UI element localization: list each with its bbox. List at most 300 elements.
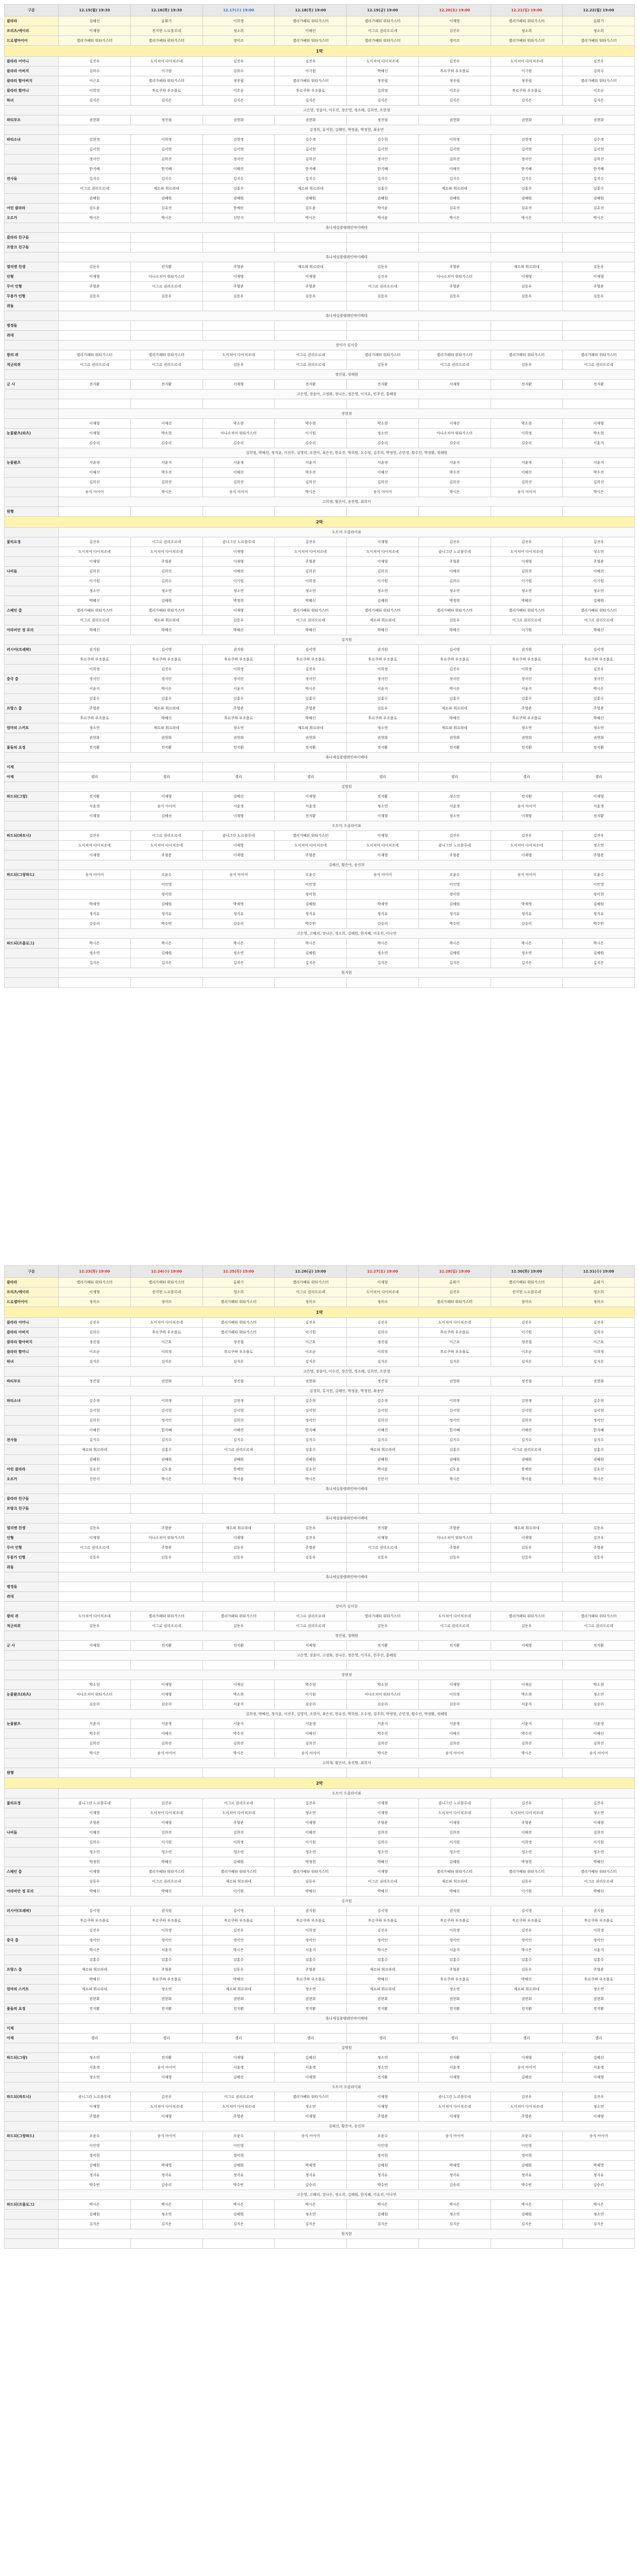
cast-cell: 정서인 (418, 1416, 491, 1426)
row-label (5, 2043, 59, 2053)
cast-cell (203, 2239, 275, 2249)
cast-cell: 주형준 (347, 2112, 419, 2122)
role-label (5, 586, 59, 596)
ensemble-row (5, 968, 635, 978)
role-row (5, 684, 635, 694)
ensemble-names: 고은영, 장윤아, 이수진, 장은영, 정소혜, 김희연, 조현정 (59, 106, 635, 115)
schedule-block-1 (4, 4, 635, 1251)
ensemble-row (5, 1670, 635, 1680)
role-row (5, 86, 635, 96)
cast-cell: 서윤지 (130, 1945, 203, 1955)
cast-cell: 정서인 (59, 1936, 131, 1945)
role-label: 드로셀마이어 (5, 36, 59, 46)
cast-cell: 전지현 노르블루네 (130, 26, 203, 36)
role-label: 프리츠/에이리 (5, 1287, 59, 1297)
cast-cell: 김진우 (130, 1799, 203, 1808)
cast-cell: 이재형 (491, 1533, 563, 1543)
ensemble-row (5, 2014, 635, 2024)
cast-cell: 도이치어 다이치조네 (203, 2102, 275, 2112)
cast-cell: 권혜원 (563, 194, 635, 204)
cast-cell (418, 301, 491, 311)
cast-cell (347, 762, 419, 772)
date-header: 12.25(목) 15:00 (203, 1266, 275, 1278)
role-row (5, 2161, 635, 2171)
role-row (5, 674, 635, 684)
cast-cell (275, 978, 347, 988)
cast-cell (203, 1494, 275, 1504)
cast-cell (418, 1768, 491, 1778)
cast-cell: 이희정 (203, 665, 275, 674)
cast-cell: 김서영 (203, 1906, 275, 1916)
cast-cell: 셸리가페타 위타가스터 (130, 36, 203, 46)
ensemble-row (5, 2122, 635, 2131)
cast-cell (418, 507, 491, 517)
cast-cell: 김수현 (347, 135, 419, 145)
cast-cell: 송지 아이어 (491, 802, 563, 811)
role-row (5, 194, 635, 204)
cast-cell (130, 399, 203, 409)
cast-cell: 도이치어 다이치조네 (130, 841, 203, 851)
cast-cell: 박시은 (418, 487, 491, 497)
cast-cell: 제르파 휘르라네 (130, 723, 203, 733)
cast-cell: 이재형 (59, 26, 131, 36)
cast-cell: 박해신 (347, 1887, 419, 1896)
cast-cell: 서윤지 (563, 1945, 635, 1955)
cast-cell: 셸리 (275, 772, 347, 782)
cast-cell: 박해신 (563, 1887, 635, 1896)
cast-cell: 김지은 (130, 2219, 203, 2229)
cast-cell: 권현화 (59, 733, 131, 743)
cast-cell (347, 978, 419, 988)
cast-cell (130, 978, 203, 988)
cast-cell: 주형준 (563, 1965, 635, 1975)
cast-cell: 박시은 (491, 2200, 563, 2210)
cast-cell: 주형준 (491, 704, 563, 714)
cast-cell: 도이치어 다이치조네 (130, 2102, 203, 2112)
cast-cell (491, 507, 563, 517)
cast-cell: 정소연 (563, 586, 635, 596)
cast-cell (203, 1504, 275, 1514)
cast-cell (347, 1582, 419, 1592)
cast-cell: 권혜원 (418, 194, 491, 204)
cast-cell: 후르쿠하 우조플로 (275, 86, 347, 96)
cast-cell: 도이치어 다이치조네 (418, 1318, 491, 1328)
cast-cell: 주형준 (563, 851, 635, 860)
cast-cell: 주형준 (418, 282, 491, 292)
cast-cell: 이기원 (563, 1838, 635, 1848)
cast-cell: 후르쿠하 우조플로 (563, 1916, 635, 1926)
cast-cell: 도이치어 다이치조네 (491, 1808, 563, 1818)
cast-cell: 김동우 (491, 292, 563, 301)
cast-cell: 전지현 노르블루네 (130, 1287, 203, 1297)
role-row (5, 841, 635, 851)
row-label (5, 528, 59, 537)
role-row (5, 66, 635, 76)
cast-cell: 제르파 휘르라네 (347, 616, 419, 625)
role-row (5, 2210, 635, 2219)
cast-cell: 이희정 (203, 1838, 275, 1848)
cast-cell: 이그르 권리오르네 (491, 616, 563, 625)
cast-cell: 이해신 (491, 468, 563, 478)
ensemble-names: 휴나셰실블랭레인바이베데 (59, 1484, 635, 1494)
cast-cell (563, 762, 635, 772)
row-label (5, 409, 59, 419)
cast-cell: 박시은 (563, 1475, 635, 1484)
role-label (5, 1680, 59, 1690)
cast-cell: 김동우 (347, 292, 419, 301)
cast-cell (275, 507, 347, 517)
cast-cell: 전지환 (203, 2004, 275, 2014)
cast-cell: 김지은 (418, 958, 491, 968)
cast-cell: 김진우 (418, 26, 491, 36)
cast-cell: 후르쿠하 우조플로 (203, 1916, 275, 1926)
cast-cell: 김진우 (347, 272, 419, 282)
ensemble-row (5, 860, 635, 870)
role-label (5, 399, 59, 409)
cast-cell: 김진우 (418, 831, 491, 841)
cast-cell: 이그르 권리오르네 (59, 184, 131, 194)
role-row (5, 890, 635, 900)
cast-cell: 김현정 (203, 135, 275, 145)
cast-cell: 이조순 (275, 1347, 347, 1357)
role-row (5, 164, 635, 174)
role-label: 클라라 할머니 (5, 1347, 59, 1357)
row-label (5, 125, 59, 135)
role-row (5, 1396, 635, 1406)
cast-cell (347, 321, 419, 331)
cast-cell: 김해선 (563, 2053, 635, 2063)
cast-cell: 이그르 권리오르네 (275, 350, 347, 360)
cast-cell: 신민서 (347, 1475, 419, 1484)
cast-cell: 셸리가페타 워타가스터 (418, 1867, 491, 1877)
role-label: 오르가 (5, 1475, 59, 1484)
role-row (5, 557, 635, 567)
cast-cell: 제르파 휘르라네 (347, 1445, 419, 1455)
cast-cell: 이재형 (563, 2112, 635, 2122)
cast-cell: 김희수 (347, 1328, 419, 1337)
cast-cell: 김희진 (418, 1828, 491, 1838)
cast-cell: 박수진 (130, 468, 203, 478)
cast-cell: 김진우 (347, 1318, 419, 1328)
cast-cell: 박혜신 (275, 596, 347, 606)
cast-cell: 박해신 (130, 625, 203, 635)
role-label (5, 811, 59, 821)
cast-cell: 전지환 (418, 743, 491, 753)
role-row (5, 1278, 635, 1287)
cast-cell: 전지환 (418, 2004, 491, 2014)
cast-cell: 권혜원 (347, 1455, 419, 1465)
cast-cell: 주형준 (563, 704, 635, 714)
role-row (5, 743, 635, 753)
role-row (5, 1533, 635, 1543)
cast-cell: 이재형 (130, 792, 203, 802)
cast-cell (130, 1504, 203, 1514)
ensemble-names: 장미가 김서중 (59, 341, 635, 350)
cast-cell: 제르파 휘르라네 (59, 1965, 131, 1975)
cast-cell: 정소연 (491, 948, 563, 958)
cast-cell (275, 301, 347, 311)
cast-cell: 김동우 (563, 1553, 635, 1563)
cast-cell: 정소연 (563, 2210, 635, 2219)
cast-cell (275, 243, 347, 252)
cast-cell: 박해신 (275, 714, 347, 723)
cast-cell: 김동우 (418, 616, 491, 625)
role-label: 러시아(트레팍) (5, 1906, 59, 1916)
role-label: 나비들 (5, 567, 59, 577)
cast-cell: 셸리가페타 워타가스터 (491, 16, 563, 26)
cast-cell: 김수현 (275, 1396, 347, 1406)
cast-cell: 김진우 (563, 1799, 635, 1808)
ensemble-names: 김지원 (59, 1896, 635, 1906)
cast-cell: 클니그린 노르블루네 (203, 831, 275, 841)
cast-cell: 이희정 (347, 1347, 419, 1357)
cast-cell: 전지환 (203, 1641, 275, 1651)
cast-cell: 김진우 (275, 57, 347, 66)
cast-cell: 김홍수 (275, 1955, 347, 1965)
cast-cell: 김승리 (275, 2180, 347, 2190)
cast-cell (563, 321, 635, 331)
cast-cell: 송지 아이어 (491, 2063, 563, 2073)
cast-cell: 도이치어 다이치조네 (418, 2102, 491, 2112)
cast-cell: 전지환 (275, 380, 347, 389)
ensemble-row (5, 125, 635, 135)
cast-cell: 박수현 (275, 419, 347, 429)
row-label (5, 929, 59, 939)
cast-cell: 제르파 휘르라네 (275, 184, 347, 194)
role-label: 왕의 쥐 (5, 350, 59, 360)
cast-cell: 박시은 (347, 939, 419, 948)
cast-cell: 김승리 (130, 1700, 203, 1709)
cast-cell: 이그르 권리오르네 (275, 1621, 347, 1631)
cast-cell: 정미현 (59, 2151, 131, 2161)
role-label: 무어 인형 (5, 1543, 59, 1553)
cast-cell: 셸리 (347, 772, 419, 782)
role-row (5, 1808, 635, 1818)
cast-cell: 이재형 (563, 1818, 635, 1828)
cast-cell: 김희진 (491, 1739, 563, 1749)
cast-cell: 이해진 (59, 1828, 131, 1838)
role-label (5, 1660, 59, 1670)
ensemble-row (5, 370, 635, 380)
cast-cell: 이희정 (130, 1347, 203, 1357)
cast-cell: 박해신 (203, 1975, 275, 1985)
ensemble-names: 고은영, 장윤아, 고정화, 장나은, 정은영, 이지유, 민주진, 홍혜원 (59, 1651, 635, 1660)
cast-cell (130, 233, 203, 243)
cast-cell: 전지환 (275, 811, 347, 821)
role-label (5, 547, 59, 557)
cast-cell: 전지환 (59, 2004, 131, 2014)
cast-cell: 이그르 권리오르네 (418, 360, 491, 370)
role-label (5, 1426, 59, 1435)
cast-cell: 김해선 (275, 2053, 347, 2063)
cast-cell (563, 1660, 635, 1670)
role-label: 꽃의요정 (5, 1799, 59, 1808)
cast-cell: 정소연 (418, 586, 491, 596)
cast-cell: 박제영 (203, 900, 275, 909)
cast-cell: 정서인 (347, 1936, 419, 1945)
ensemble-row (5, 223, 635, 233)
row-label (5, 311, 59, 321)
cast-cell: 정소희 (563, 26, 635, 36)
cast-cell: 김지수 (203, 1435, 275, 1445)
cast-cell: 정진필 (59, 1337, 131, 1347)
cast-cell: 김동우 (563, 292, 635, 301)
cast-cell: 도이치어 다이치조네 (347, 1287, 419, 1297)
cast-cell: 셸리가페타 워타가스터 (563, 36, 635, 46)
cast-cell: 주형준 (275, 851, 347, 860)
date-header: 12.31(수) 19:00 (563, 1266, 635, 1278)
cast-cell: 김지수 (130, 174, 203, 184)
cast-cell (203, 1582, 275, 1592)
role-label: 어린 클라라 (5, 1465, 59, 1475)
cast-cell: 김홍수 (491, 1955, 563, 1965)
role-label: 이제 (5, 2024, 59, 2033)
cast-cell: 김서현 (275, 1406, 347, 1416)
role-row (5, 487, 635, 497)
cast-cell: 김지수 (491, 1435, 563, 1445)
cast-cell: 김지은 (59, 2219, 131, 2229)
cast-cell: 이희정 (563, 1347, 635, 1357)
cast-cell: 김지은 (130, 1357, 203, 1367)
cast-cell: 서윤정 (563, 1719, 635, 1729)
cast-cell: 김지수 (59, 174, 131, 184)
role-row (5, 625, 635, 635)
cast-cell: 정지유 (491, 909, 563, 919)
cast-cell: 김희정 (347, 86, 419, 96)
cast-cell (275, 331, 347, 341)
role-row (5, 811, 635, 821)
cast-cell: 김지은 (347, 2219, 419, 2229)
cast-cell: 정소연 (59, 723, 131, 733)
cast-cell (59, 301, 131, 311)
row-label (5, 252, 59, 262)
cast-cell: 전지환 (347, 1641, 419, 1651)
role-label (5, 1416, 59, 1426)
cast-cell: 이재형 (347, 557, 419, 567)
date-header: 12.19(금) 19:00 (347, 5, 419, 16)
cast-cell: 이재형 (59, 429, 131, 438)
role-label (5, 1975, 59, 1985)
cast-cell: 김진우 (275, 1533, 347, 1543)
cast-cell: 전지환 (563, 1641, 635, 1651)
cast-cell: 이재형 (130, 2073, 203, 2082)
cast-cell: 정미조 (203, 36, 275, 46)
cast-cell: 이재선 (203, 1680, 275, 1690)
cast-cell: 김희진 (347, 478, 419, 487)
cast-cell: 후르쿠하 우조플로 (59, 1916, 131, 1926)
cast-cell: 박수진 (59, 1729, 131, 1739)
role-label (5, 919, 59, 929)
cast-cell: 김지수 (418, 174, 491, 184)
cast-cell: 김희진 (130, 1828, 203, 1838)
role-label: 파드되(그랑) (5, 792, 59, 802)
role-label: 파드되(프롤로그) (5, 939, 59, 948)
date-header: 12.30(화) 19:00 (491, 1266, 563, 1278)
cast-cell: 김유진 (59, 1465, 131, 1475)
cast-cell (418, 1504, 491, 1514)
cast-cell: 김동우 (347, 1621, 419, 1631)
cast-cell: 후르쿠하 우조플로 (491, 714, 563, 723)
cast-cell: 전지환 (418, 2053, 491, 2063)
cast-cell: 김동우 (491, 1877, 563, 1887)
cast-cell: 이재형 (347, 2102, 419, 2112)
cast-cell (563, 1582, 635, 1592)
cast-cell: 서윤지 (130, 458, 203, 468)
cast-cell: 김지은 (563, 2219, 635, 2229)
cast-cell: 김동우 (275, 292, 347, 301)
cast-cell: 이기원 (130, 1838, 203, 1848)
role-label: 인형 (5, 1533, 59, 1543)
cast-cell (203, 1592, 275, 1602)
role-row (5, 1916, 635, 1926)
cast-cell: 올뷔기 (563, 1278, 635, 1287)
role-label (5, 1848, 59, 1857)
cast-cell: 박해신 (491, 1975, 563, 1985)
cast-cell: 김지은 (275, 2219, 347, 2229)
cast-cell: 김진우 (491, 537, 563, 547)
cast-cell: 후르쿠하 우조플로 (130, 86, 203, 96)
cast-cell: 셸리 (491, 772, 563, 782)
cast-cell: 박해신 (418, 714, 491, 723)
cast-cell: 셸리가페타 워타가스터 (491, 606, 563, 616)
cast-cell: 송지 아이어 (563, 2131, 635, 2141)
cast-cell: 김희진 (203, 478, 275, 487)
cast-cell: 한지혜 (130, 164, 203, 174)
role-row (5, 360, 635, 370)
cast-cell: 주형준 (563, 282, 635, 292)
row-label (5, 860, 59, 870)
cast-cell: 김지수 (203, 174, 275, 184)
cast-cell: 후르쿠하 우조플로 (491, 655, 563, 665)
cast-cell: 서윤정 (563, 2063, 635, 2073)
cast-cell (203, 880, 275, 890)
cast-cell (59, 762, 131, 772)
cast-cell: 정지유 (275, 2171, 347, 2180)
cast-cell: 주형준 (130, 1523, 203, 1533)
cast-cell: 이인영 (59, 2141, 131, 2151)
cast-cell: 정서인 (203, 1936, 275, 1945)
cast-cell: 김지은 (491, 2219, 563, 2229)
cast-cell: 박수현 (275, 1680, 347, 1690)
role-label (5, 1445, 59, 1455)
role-row (5, 1985, 635, 1994)
cast-cell: 권현화 (275, 115, 347, 125)
row-label (5, 1572, 59, 1582)
cast-cell: 셸리가페타 위타가스터 (491, 36, 563, 46)
cast-cell: 김해원 (418, 948, 491, 958)
cast-cell: 한지혜 (563, 1426, 635, 1435)
cast-cell: 이희정 (203, 16, 275, 26)
cast-cell: 이재형 (491, 272, 563, 282)
cast-cell: 아나소치아 워타가스터 (130, 272, 203, 282)
cast-cell: 김희진 (418, 155, 491, 164)
ensemble-row (5, 252, 635, 262)
cast-cell: 클니그린 노르블루네 (418, 841, 491, 851)
cast-cell: 이그르 권리오르네 (418, 1621, 491, 1631)
cast-cell: 박수빈 (203, 2180, 275, 2190)
cast-cell: 정소연 (130, 1985, 203, 1994)
cast-cell: 조윤수 (347, 2131, 419, 2141)
role-label (5, 1926, 59, 1936)
cast-cell: 도이치어 다이치조네 (418, 1808, 491, 1818)
date-header: 12.22(월) 19:00 (563, 5, 635, 16)
cast-cell: 이조순 (59, 1347, 131, 1357)
cast-cell: 서윤지 (418, 1945, 491, 1955)
cast-cell: 김해선 (491, 2073, 563, 2082)
cast-cell: 김지은 (203, 2219, 275, 2229)
cast-cell: 김홍수 (130, 694, 203, 704)
cast-cell: 김서현 (59, 145, 131, 155)
